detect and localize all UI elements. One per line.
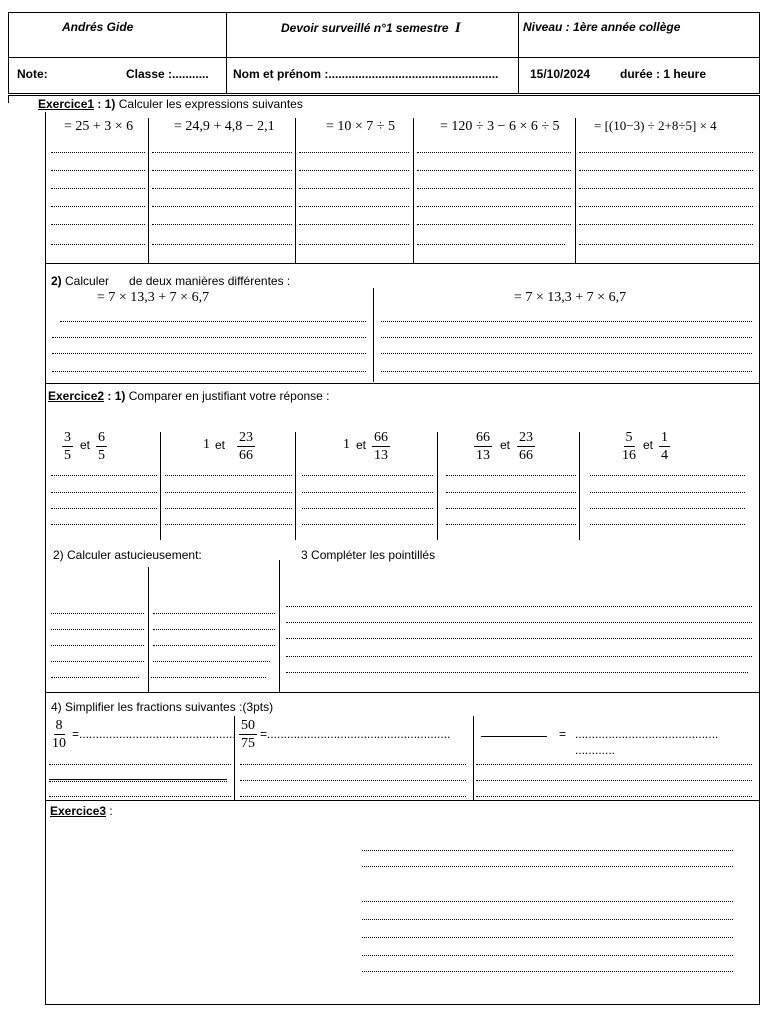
simplify-fraction-3-equals: =: [559, 727, 567, 741]
comparison-4-fraction-a: $\frac{66}{13}$: [476, 430, 490, 463]
exercise1-heading: [38, 97, 303, 111]
simplify-fraction-3-answer-2: ............: [575, 743, 616, 757]
simplify-fraction-2-answer: =.......................................................: [260, 727, 451, 741]
exercise2-q3: [301, 548, 435, 562]
level: Niveau : 1ère année collège: [523, 20, 681, 34]
comparison-4-et: et: [500, 438, 511, 452]
exercise1-q1-text: Calculer les expressions suivantes: [118, 97, 303, 111]
comparison-5-fraction-b: $\frac{1}{4}$: [661, 430, 668, 463]
q2-expression-1: = 7 × 13,3 + 7 × 6,7: [97, 290, 210, 305]
expression-1: = 25 + 3 × 6: [64, 119, 134, 134]
comparison-5-et: et: [643, 438, 654, 452]
q2-divider: [373, 288, 374, 382]
comparison-3-fraction-b: $\frac{66}{13}$: [374, 430, 388, 463]
comparison-2-integer: 1: [203, 437, 210, 452]
comparison-1-et: et: [80, 438, 91, 452]
note-label: Note:: [17, 67, 48, 81]
name-label: Nom et prénom :...................................................: [233, 67, 499, 81]
exercise1-title: Exercice1: [38, 97, 95, 111]
exercise2-title: Exercice2: [48, 389, 105, 403]
expression-5: = [(10−3) ÷ 2+8÷5] × 4: [594, 118, 717, 133]
expression-2: = 24,9 + 4,8 − 2,1: [174, 119, 275, 134]
author-name: Andrés Gide: [62, 20, 134, 34]
simplify-fraction-3-answer: ...........................................: [575, 727, 719, 741]
expression-4: = 120 ÷ 3 − 6 × 6 ÷ 5: [440, 119, 560, 134]
section-divider-ex2: [45, 383, 760, 384]
expression-3: = 10 × 7 ÷ 5: [326, 119, 395, 134]
exam-title-text: Devoir surveillé n°1 semestre: [281, 21, 449, 35]
exercise1-q2-text: Calculer de deux manières différentes :: [65, 274, 291, 288]
comparison-2-fraction-b: $\frac{23}{66}$: [239, 430, 253, 463]
comparison-2-et: et: [215, 438, 226, 452]
comparison-3-integer: 1: [343, 437, 350, 452]
exam-title-numeral: I: [454, 20, 461, 36]
simplify-fraction-1: $\frac{8}{10}$: [52, 718, 66, 751]
class-label: Classe :...........: [126, 67, 209, 81]
comparison-4-fraction-b: $\frac{23}{66}$: [519, 430, 533, 463]
exercise2-q4-text: 4) Simplifier les fractions suivantes :(3pts): [51, 700, 274, 714]
simplify-fraction-3-bar: [481, 736, 547, 737]
exercise2-q2-text: 2) Calculer astucieusement:: [53, 548, 202, 562]
exercise2-q1-number: : 1): [107, 389, 126, 403]
exercise3-title: Exercice3: [50, 804, 107, 818]
simplify-fraction-1-answer: =...............................................: [72, 727, 236, 741]
exam-title: [281, 20, 461, 37]
exercise2-heading: [48, 389, 330, 403]
exam-duration: durée : 1 heure: [620, 67, 707, 81]
q2-expression-2: = 7 × 13,3 + 7 × 6,7: [514, 290, 627, 305]
comparison-1-fraction-b: $\frac{6}{5}$: [98, 430, 105, 463]
exercise3-heading: [50, 804, 113, 818]
exercise1-q2-number: 2): [51, 274, 62, 288]
comparison-3-et: et: [356, 438, 367, 452]
exercise3-suffix: :: [106, 804, 113, 818]
exercise1-q1-number: : 1): [97, 97, 116, 111]
exercise2-q1-text: Comparer en justifiant votre réponse :: [128, 389, 330, 403]
exam-date: 15/10/2024: [530, 67, 591, 81]
exercise2-q3-number: 3: [301, 548, 308, 562]
exercise1-q2: [51, 274, 290, 288]
exercise2-q3-text: Compléter les pointillés: [311, 548, 436, 562]
simplify-fraction-2: $\frac{50}{75}$: [241, 718, 255, 751]
comparison-1-fraction-a: $\frac{3}{5}$: [64, 430, 71, 463]
comparison-5-fraction-a: $\frac{5}{16}$: [622, 430, 636, 463]
